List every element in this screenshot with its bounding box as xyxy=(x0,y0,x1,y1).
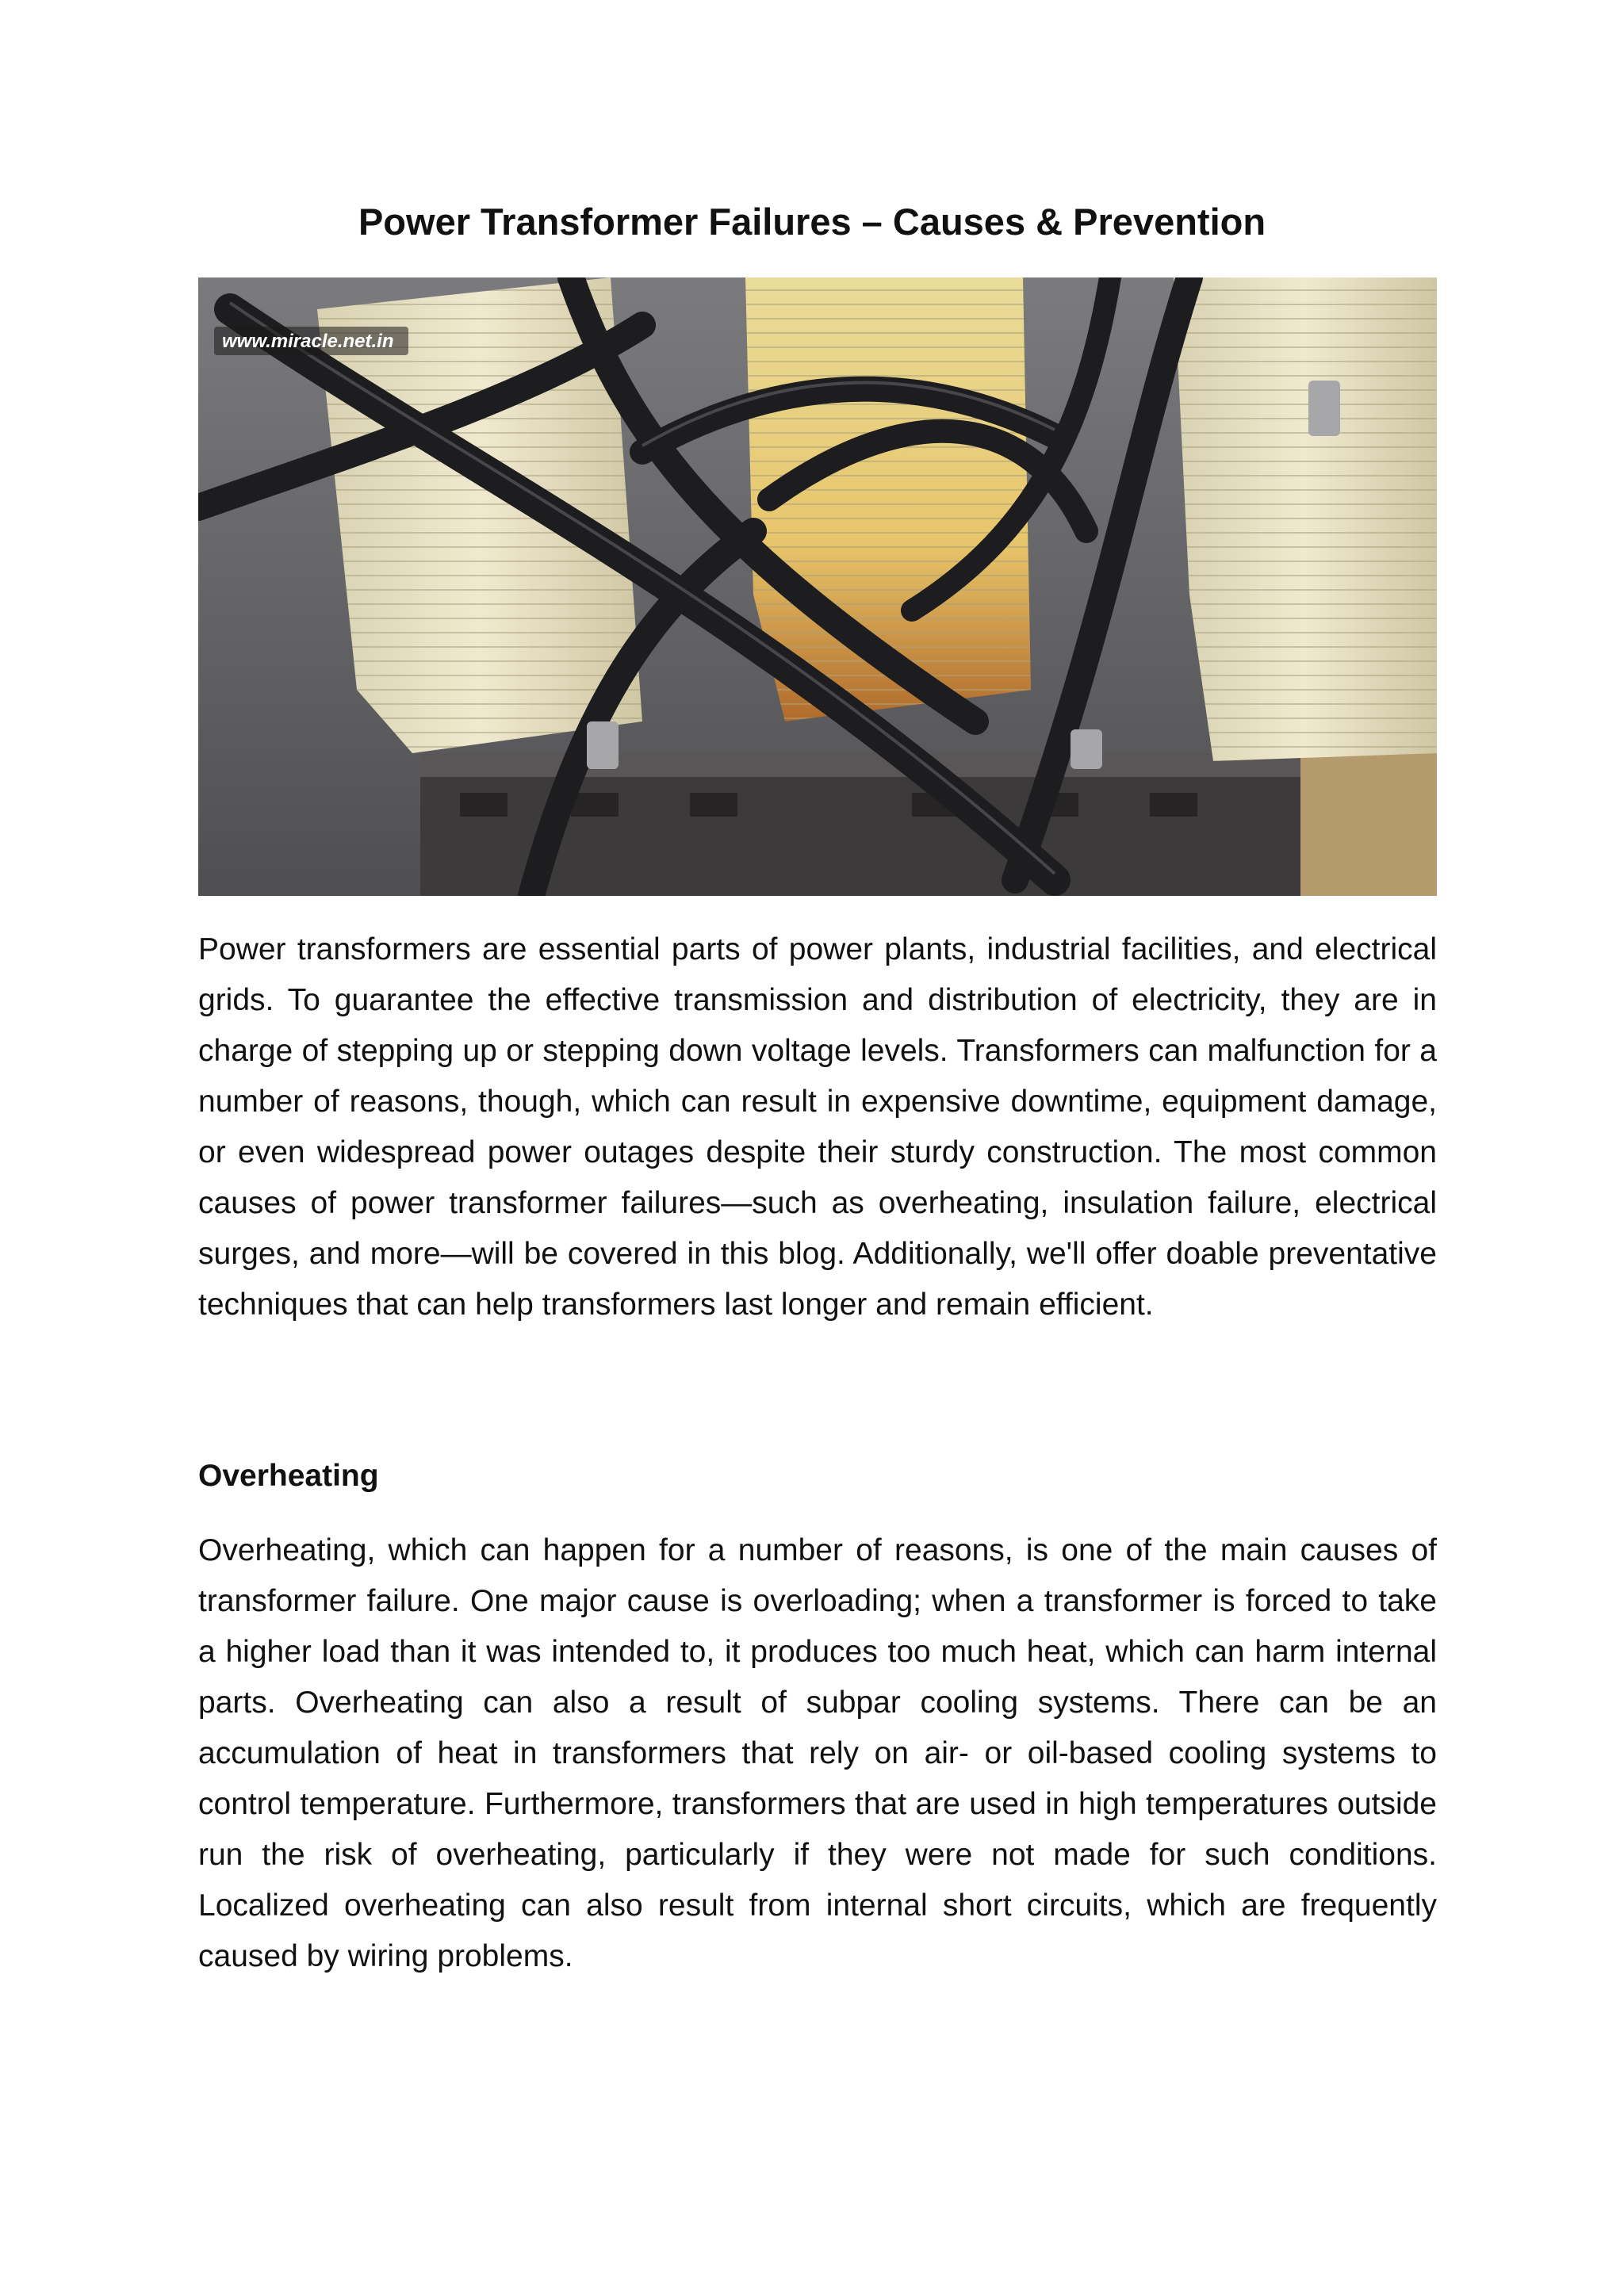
section-paragraph-overheating: Overheating, which can happen for a number of reasons, is one of the main causes of transformer failure. One major cause is overloading; when a transformer is forced to take a higher load than it was intended to, it produces too much heat, which can harm internal parts. Overheating can also a result of subpar cooling systems. There can be an accumulation of heat in transformers that rely on air- or oil-based cooling systems to control temperature. Furthermore, transformers that are used in high temperatures outside run the risk of overheating, particularly if they were not made for such conditions. Localized overheating can also result from internal short circuits, which are frequently caused by wiring problems. xyxy=(198,1533,1437,1973)
intro-paragraph: Power transformers are essential parts of power plants, industrial facilities, and electrical grids. To guarantee the effective transmission and distribution of electricity, they are in charge of stepping up or stepping down voltage levels. Transformers can malfunction for a number of reasons, though, which can result in expensive downtime, equipment damage, or even widespread power outages despite their sturdy construction. The most common causes of power transformer failures—such as overheating, insulation failure, electrical surges, and more—will be covered in this blog. Additionally, we'll offer doable preventative techniques that can help transformers last longer and remain efficient. xyxy=(198,932,1437,1322)
page-title: Power Transformer Failures – Causes & Prevention xyxy=(358,201,1266,243)
section-heading-overheating: Overheating xyxy=(198,1459,379,1493)
watermark-text: www.miracle.net.in xyxy=(222,331,394,352)
transformer-photo xyxy=(198,277,1437,896)
